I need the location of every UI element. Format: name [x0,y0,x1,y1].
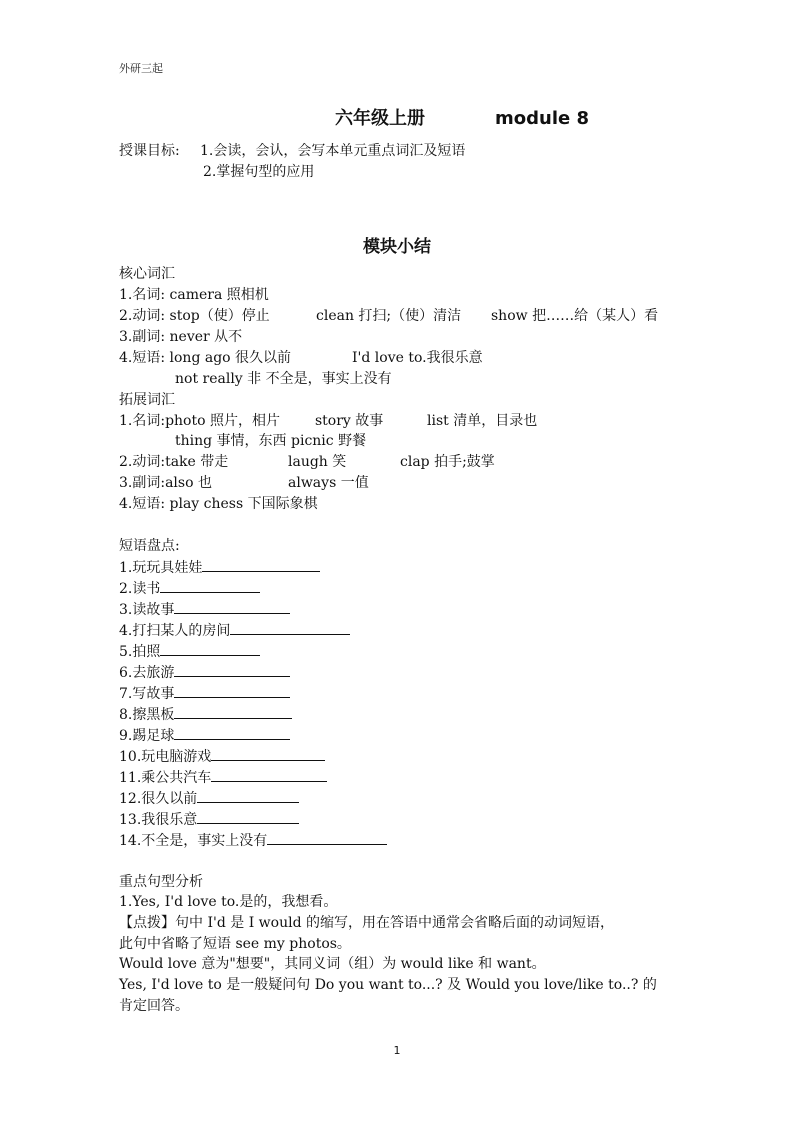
phrase-item-label: 2.读书 [119,581,161,597]
extended-adverb-b: always 一值 [288,475,369,491]
phrase-item [119,766,327,788]
answer-blank[interactable] [202,556,320,572]
phrase-item [119,640,260,662]
analysis-line-5: Yes, I'd love to 是一般疑问句 Do you want to...? 及 Would you love/like to..? 的 [119,977,657,993]
answer-blank[interactable] [174,661,290,677]
analysis-line-3: 此句中省略了短语 see my photos。 [119,936,351,952]
analysis-heading: 重点句型分析 [119,874,203,890]
core-verb-c: show 把……给（某人）看 [491,308,659,324]
answer-blank[interactable] [211,745,325,761]
header-note: 外研三起 [119,62,163,75]
phrase-item-label: 14.不全是，事实上没有 [119,833,268,849]
phrase-item [119,619,350,641]
phrase-item-label: 9.踢足球 [119,728,175,744]
answer-blank[interactable] [174,682,290,698]
phrase-item-label: 12.很久以前 [119,791,198,807]
core-heading: 核心词汇 [119,266,175,282]
phrase-item [119,682,290,704]
extended-heading: 拓展词汇 [119,392,175,408]
summary-title: 模块小结 [363,237,431,257]
extended-noun-row [119,411,719,431]
goals-label: 授课目标: [119,143,180,159]
core-verb-b: clean 打扫;（使）清洁 [316,308,462,324]
answer-blank[interactable] [160,577,260,593]
phrase-item-label: 3.读故事 [119,602,175,618]
phrase-item [119,724,290,746]
phrase-item [119,808,299,830]
phrase-item-label: 6.去旅游 [119,665,175,681]
answer-blank[interactable] [197,808,299,824]
extended-verb-b: laugh 笑 [288,454,347,470]
phrase-item-label: 8.擦黑板 [119,707,175,723]
phrase-item [119,703,292,725]
phrase-item-label: 11.乘公共汽车 [119,770,212,786]
extended-phrase: 4.短语: play chess 下国际象棋 [119,496,318,512]
phrase-item-label: 7.写故事 [119,686,175,702]
extended-verb-c: clap 拍手;鼓掌 [400,454,495,470]
goal-item-1: 1.会读，会认，会写本单元重点词汇及短语 [200,143,466,159]
answer-blank[interactable] [267,829,387,845]
core-phrase-row [119,348,719,368]
extended-noun-c: list 清单，目录也 [427,413,538,429]
answer-blank[interactable] [197,787,299,803]
core-phrase-a: 4.短语: long ago 很久以前 [119,350,292,366]
core-phrase-b: I'd love to.我很乐意 [352,350,483,366]
phrase-item [119,556,320,578]
analysis-line-2: 【点拨】句中 I'd 是 I would 的缩写，用在答语中通常会省略后面的动词短语， [119,915,614,931]
answer-blank[interactable] [174,724,290,740]
phrase-item-label: 5.拍照 [119,644,161,660]
core-verb-a: 2.动词: stop（使）停止 [119,308,270,324]
answer-blank[interactable] [230,619,350,635]
phrase-item [119,829,387,851]
extended-verb-row [119,452,719,472]
answer-blank[interactable] [174,703,292,719]
phrase-item [119,598,290,620]
phrase-item [119,577,260,599]
extended-noun-a: 1.名词:photo 照片，相片 [119,413,280,429]
core-phrase-c: not really 非 不全是，事实上没有 [175,371,392,387]
phrase-item-label: 13.我很乐意 [119,812,198,828]
extended-adverb-row [119,473,719,493]
phrase-item [119,745,325,767]
answer-blank[interactable] [160,640,260,656]
title-module: module 8 [495,108,589,129]
phrase-item-label: 1.玩玩具娃娃 [119,560,203,576]
analysis-line-4: Would love 意为"想要"，其同义词（组）为 would like 和 want。 [119,956,546,972]
core-noun: 1.名词: camera 照相机 [119,287,269,303]
phrases-heading: 短语盘点: [119,538,180,554]
phrase-item-label: 10.玩电脑游戏 [119,749,212,765]
page-title [0,104,794,130]
analysis-line-1: 1.Yes, I'd love to.是的，我想看。 [119,894,338,910]
extended-verb-a: 2.动词:take 带走 [119,454,229,470]
phrase-item [119,787,299,809]
extended-noun-b: story 故事 [315,413,384,429]
extended-adverb-a: 3.副词:also 也 [119,475,212,491]
title-grade: 六年级上册 [335,108,425,129]
phrase-item-label: 4.打扫某人的房间 [119,623,231,639]
core-adverb: 3.副词: never 从不 [119,329,243,345]
analysis-line-6: 肯定回答。 [119,998,189,1014]
phrase-item [119,661,290,683]
extended-noun-d: thing 事情，东西 picnic 野餐 [175,433,367,449]
answer-blank[interactable] [211,766,327,782]
core-verb-row [119,306,719,326]
page-number: 1 [393,1044,401,1057]
goal-item-2: 2.掌握句型的应用 [203,164,315,180]
answer-blank[interactable] [174,598,290,614]
